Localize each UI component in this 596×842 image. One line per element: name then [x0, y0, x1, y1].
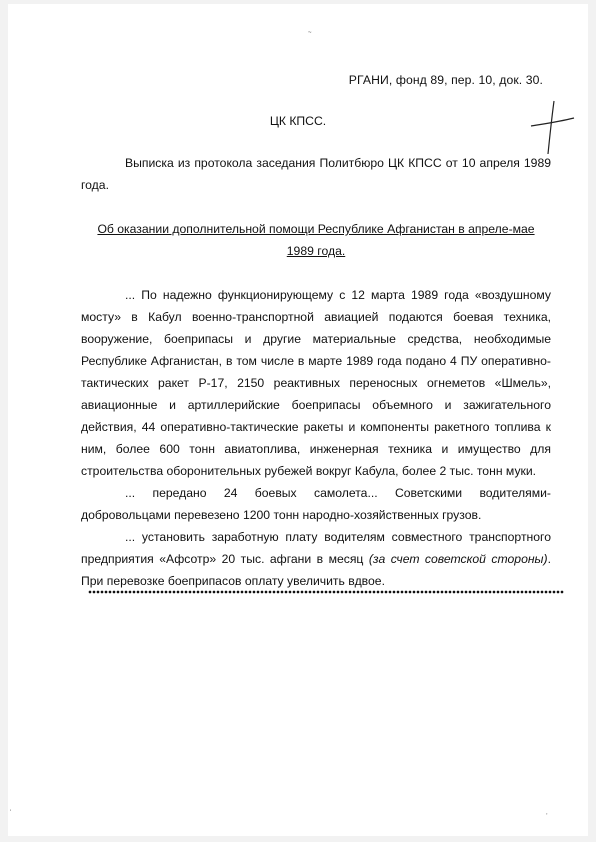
handwritten-cross-mark — [528, 96, 578, 156]
paragraph-aircraft: ... передано 24 боевых самолета... Советскими водителями-добровольцами перевезено 1200 тонн народно-хозяйственных грузов. — [81, 486, 551, 522]
paragraph-air-bridge: ... По надежно функционирующему с 12 марта 1989 года «воздушному мосту» в Кабул военно-транспортной авиацией подаются боевая техника, вооружение, боеприпасы и другие материальные средства, необходимые Республике Афганистан, в том числе в марте 1989 года подано 4 ПУ оперативно-тактических ракет Р-17, 2150 реактивных переносных огнеметов «Шмель», авиационные и артиллерийские боеприпасы объемного и зажигательного действия, 44 оперативно-тактические ракеты и компоненты ракетного топлива к ним, более 600 тонн авиатоплива, инженерная техника и имущество для строительства оборонительных рубежей вокруг Кабула, более 2 тыс. тонн муки. — [81, 288, 551, 478]
pay-text-end: . При перевозке боеприпасов оплату увеличить вдвое. — [81, 552, 551, 588]
dotted-separator — [88, 590, 564, 594]
document-body — [81, 152, 551, 592]
scan-speck: ~ — [308, 30, 312, 36]
document-title: Об оказании дополнительной помощи Республике Афганистан в апреле-мае 1989 года. — [97, 222, 535, 258]
scan-speck: ' — [10, 810, 12, 816]
archive-reference: РГАНИ, фонд 89, пер. 10, док. 30. — [348, 73, 543, 87]
document-page — [8, 4, 588, 836]
pay-note-italic: (за счет советской стороны) — [368, 552, 548, 566]
addressee-heading: ЦК КПСС. — [269, 114, 327, 128]
intro-paragraph: Выписка из протокола заседания Политбюро ЦК КПСС от 10 апреля 1989 года. — [81, 156, 551, 192]
pay-text: ... установить заработную плату водителям совместного транспортного предприятия «Афсотр» 20 тыс. афгани в месяц — [81, 530, 551, 566]
scan-speck: , — [546, 810, 548, 816]
paragraph-drivers-pay — [81, 526, 551, 592]
